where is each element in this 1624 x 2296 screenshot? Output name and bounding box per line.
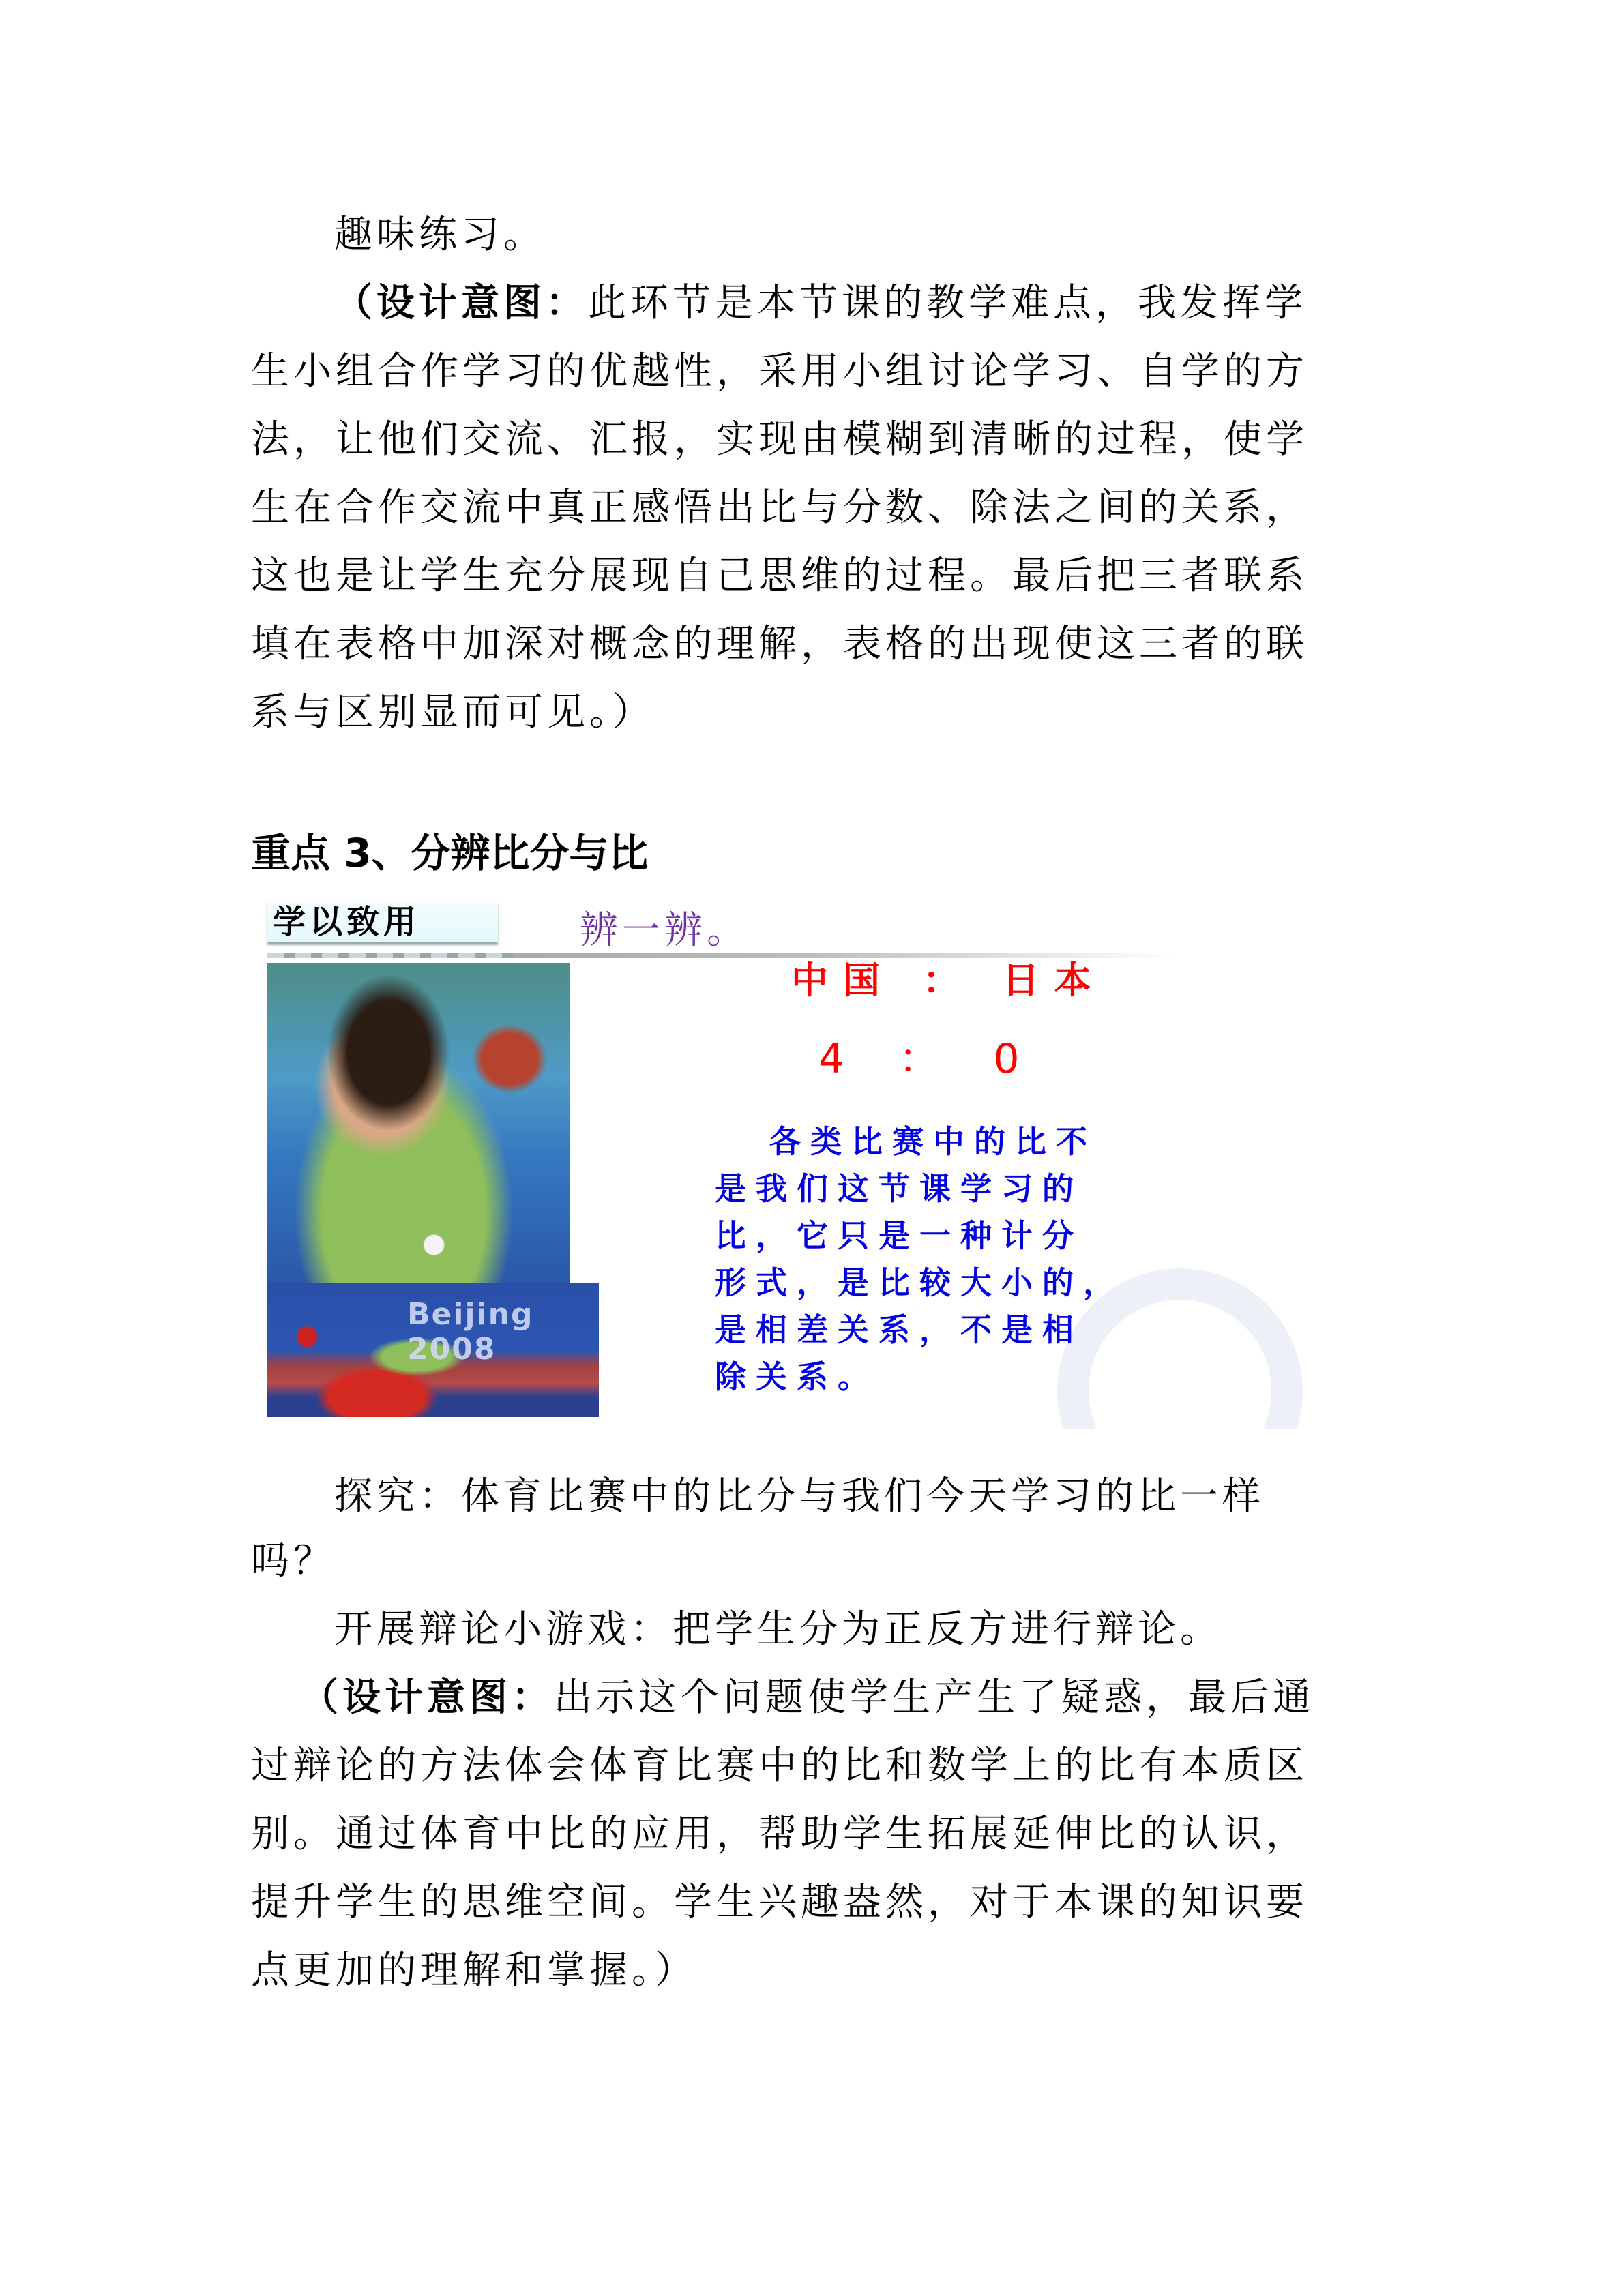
design-intent-line-1 [334, 280, 1307, 327]
design-intent2-line-2: 过辩论的方法体会体育比赛中的比和数学上的比有本质区 [251, 1744, 1308, 1788]
note-line: 是相差关系，不是相 [715, 1311, 1083, 1348]
section-heading: 重点 3、分辨比分与比 [251, 830, 649, 876]
explore-line-1: 探究：体育比赛中的比分与我们今天学习的比一样 [334, 1474, 1265, 1519]
note-line: 除关系。 [715, 1358, 879, 1395]
note-line: 比，它只是一种计分 [715, 1217, 1083, 1254]
design-intent2-text: 出示这个问题使学生产生了疑惑，最后通 [554, 1675, 1315, 1720]
note-line: 是我们这节课学习的 [715, 1170, 1083, 1207]
design-intent-line-4: 生在合作交流中真正感悟出比与分数、除法之间的关系， [251, 486, 1308, 530]
table-tennis-player-photo [267, 963, 570, 1283]
note-line: 各类比赛中的比不 [769, 1123, 1097, 1160]
photo-caption: Beijing 2008 [407, 1297, 534, 1367]
practice-line: 趣味练习。 [334, 213, 546, 257]
design-intent-line-7: 系与区别显而可见。） [251, 690, 655, 734]
design-intent2-line-4: 提升学生的思维空间。学生兴趣盎然，对于本课的知识要 [251, 1880, 1308, 1924]
score-value: 4 ： 0 [818, 1035, 1040, 1083]
slide-image [259, 886, 1330, 1429]
slide-tag: 学以致用 [267, 901, 498, 942]
design-intent-text: 此环节是本节课的教学难点，我发挥学 [588, 281, 1307, 325]
design-intent-line-3: 法，让他们交流、汇报，实现由模糊到清晰的过程，使学 [251, 417, 1308, 462]
explore-line-2: 吗？ [251, 1539, 336, 1583]
design-intent-line-5: 这也是让学生充分展现自己思维的过程。最后把三者联系 [251, 554, 1308, 598]
design-intent2-line-3: 别。通过体育中比的应用，帮助学生拓展延伸比的认识， [251, 1812, 1308, 1856]
design-intent2-line-5: 点更加的理解和掌握。） [251, 1948, 697, 1993]
slide-title: 辨一辨。 [580, 908, 749, 953]
score-teams: 中国 ： 日本 [791, 958, 1106, 1002]
slide-note [715, 1118, 1124, 1401]
design-intent-line-2: 生小组合作学习的优越性，采用小组讨论学习、自学的方 [251, 349, 1308, 393]
design-intent2-line-1 [300, 1674, 1315, 1722]
design-intent2-label: （设计意图： [300, 1675, 554, 1720]
design-intent-label: （设计意图： [334, 281, 588, 325]
table-tennis-match-photo [267, 1283, 599, 1417]
note-line: 形式，是比较大小的， [715, 1264, 1124, 1301]
debate-line: 开展辩论小游戏：把学生分为正反方进行辩论。 [334, 1607, 1222, 1652]
design-intent-line-6: 填在表格中加深对概念的理解，表格的出现使这三者的联 [251, 622, 1308, 666]
